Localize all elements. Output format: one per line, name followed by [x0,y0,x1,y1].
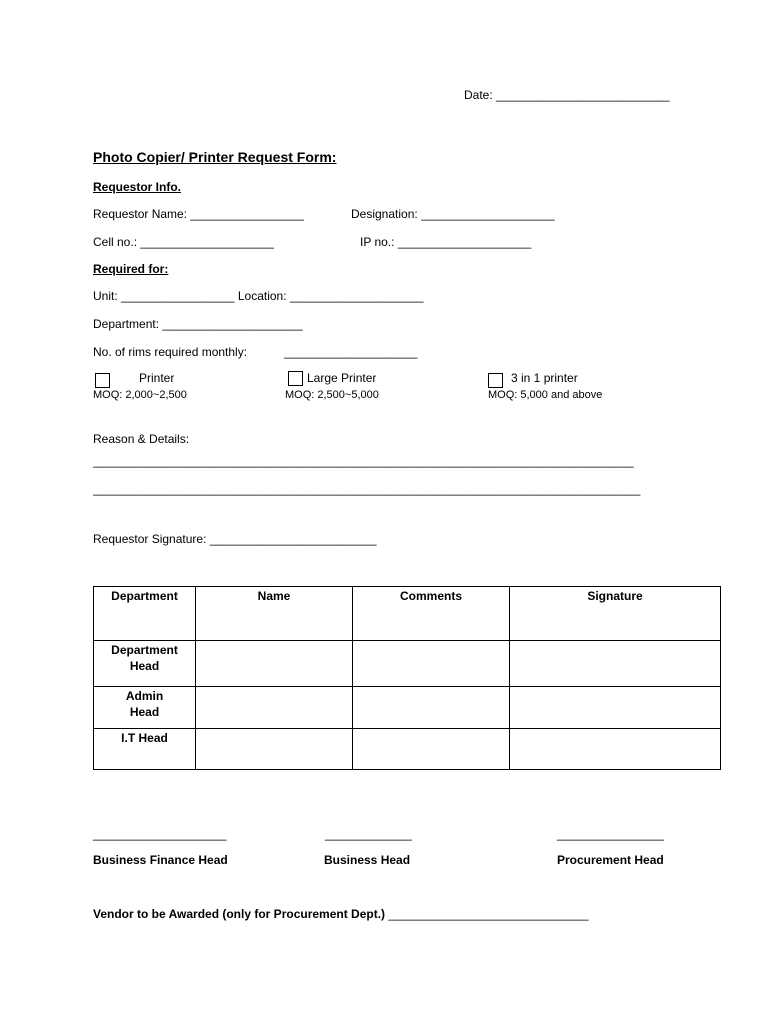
row-department-cell [94,641,196,687]
requestor-signature-field[interactable] [93,532,377,546]
comments-cell[interactable] [353,641,510,687]
name-cell[interactable] [196,641,353,687]
row-department-cell [94,729,196,770]
large-printer-option-label: Large Printer [307,371,377,385]
three-in-one-checkbox[interactable] [488,373,503,388]
rims-label: No. of rims required monthly: [93,345,248,359]
requestor-name-field[interactable] [93,207,304,221]
business-head-label: Business Head [324,853,411,867]
printer-option-label: Printer [139,371,175,385]
approvals-table [93,586,721,770]
header-comments: Comments [353,587,510,641]
row-department-cell [94,687,196,729]
date-line[interactable]: __________________________ [496,88,670,102]
procurement-head-label: Procurement Head [557,853,664,867]
cell-field[interactable] [93,235,274,249]
table-row [94,687,721,729]
header-signature: Signature [510,587,721,641]
row-department-line1: I.T Head [121,731,168,745]
printer-moq: MOQ: 2,000~2,500 [93,389,187,401]
reason-line-2[interactable]: __________________________________________________________________________________ [93,482,641,496]
comments-cell[interactable] [353,687,510,729]
department-line[interactable]: _____________________ [162,317,303,331]
form-title: Photo Copier/ Printer Request Form: [93,149,337,165]
name-cell[interactable] [196,729,353,770]
signature-cell[interactable] [510,641,721,687]
business-finance-head-line[interactable]: ____________________ [93,827,227,841]
signature-cell[interactable] [510,729,721,770]
large-printer-checkbox[interactable] [288,371,303,386]
vendor-field[interactable] [93,907,589,921]
rims-line[interactable]: ____________________ [284,345,418,359]
header-name: Name [196,587,353,641]
ip-line[interactable]: ____________________ [397,235,532,249]
designation-label: Designation: [351,207,418,221]
row-department-line2: Head [129,705,160,719]
procurement-head-line[interactable]: ________________ [557,827,664,841]
unit-line[interactable]: _________________ [121,289,235,303]
name-cell[interactable] [196,687,353,729]
large-printer-moq: MOQ: 2,500~5,000 [285,389,379,401]
business-finance-head-label: Business Finance Head [93,853,228,867]
vendor-label: Vendor to be Awarded (only for Procurement Dept.) [93,907,386,921]
location-label: Location: [237,289,287,303]
table-row [94,729,721,770]
header-department: Department [94,587,196,641]
designation-field[interactable] [351,207,555,221]
comments-cell[interactable] [353,729,510,770]
department-label: Department: [93,317,160,331]
ip-field[interactable] [360,235,531,249]
row-department-line1: Admin [125,689,164,703]
table-row [94,641,721,687]
cell-line[interactable]: ____________________ [140,235,274,249]
table-header-row [94,587,721,641]
date-label: Date: [464,88,493,102]
signature-cell[interactable] [510,687,721,729]
three-in-one-option-label: 3 in 1 printer [511,371,578,385]
requestor-signature-line[interactable]: _________________________ [209,532,377,546]
requestor-name-line[interactable]: _________________ [190,207,304,221]
requestor-name-label: Requestor Name: [93,207,188,221]
designation-line[interactable]: ____________________ [421,207,555,221]
required-section-heading: Required for: [93,262,169,276]
vendor-line[interactable]: ______________________________ [388,907,589,921]
department-field[interactable] [93,317,303,331]
requestor-signature-label: Requestor Signature: [93,532,207,546]
row-department-line1: Department [111,643,178,657]
requestor-section-heading: Requestor Info. [93,180,182,194]
printer-checkbox[interactable] [95,373,110,388]
date-field[interactable] [464,88,670,102]
unit-location-field[interactable] [93,289,423,303]
unit-label: Unit: [93,289,118,303]
cell-label: Cell no.: [93,235,138,249]
location-line[interactable]: ____________________ [289,289,424,303]
row-department-line2: Head [129,659,160,673]
three-in-one-moq: MOQ: 5,000 and above [488,389,603,401]
reason-line-1[interactable]: _________________________________________________________________________________ [93,454,634,468]
business-head-line[interactable]: _____________ [325,827,412,841]
reason-label: Reason & Details: [93,432,190,446]
ip-label: IP no.: [360,235,395,249]
